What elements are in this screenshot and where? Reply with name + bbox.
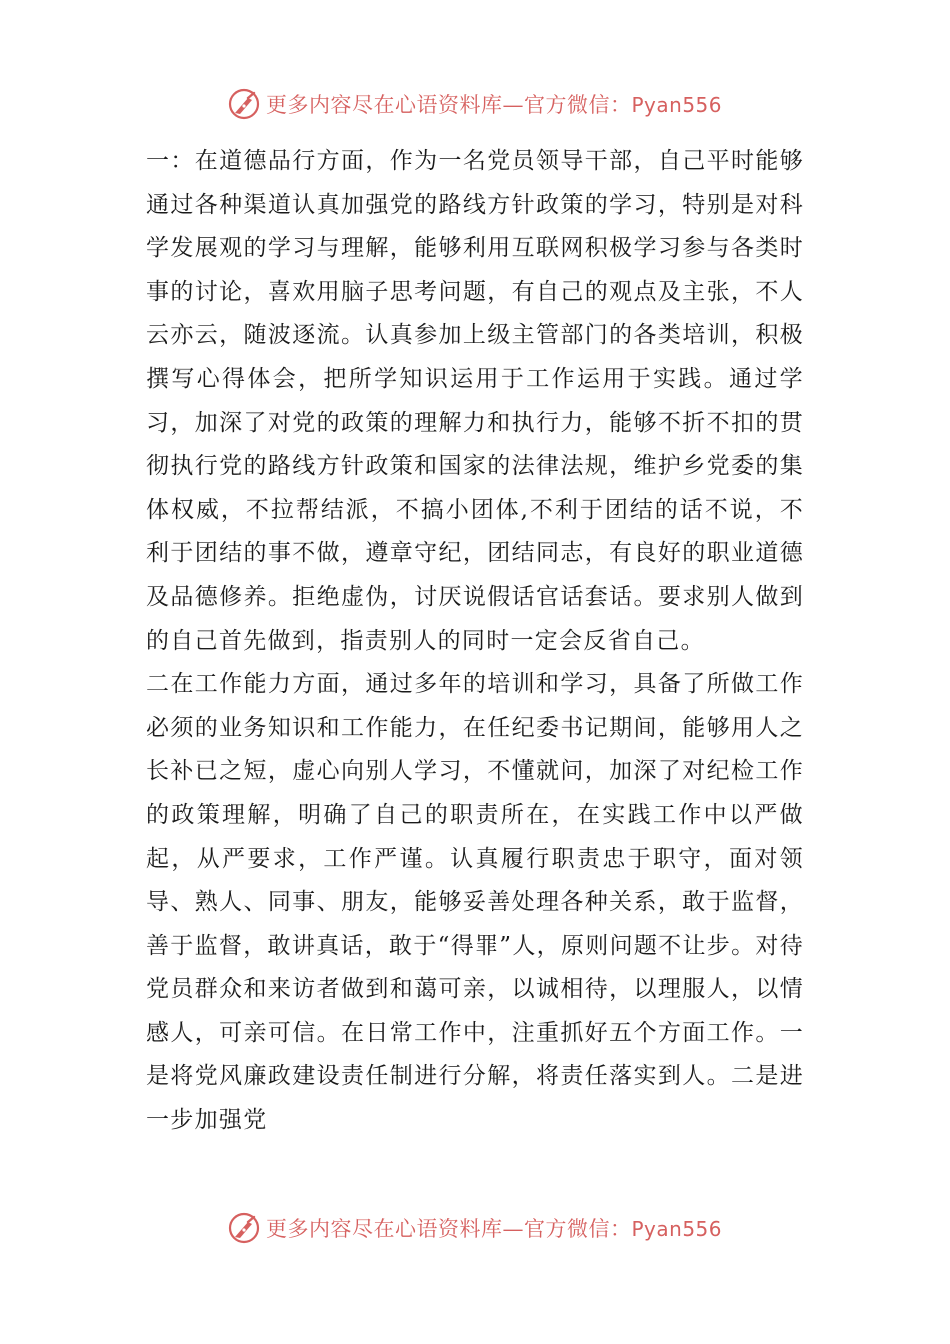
footer-watermark-text: 更多内容尽在心语资料库—官方微信：Pyan556 (265, 1217, 722, 1241)
header-watermark-text: 更多内容尽在心语资料库—官方微信：Pyan556 (265, 93, 722, 117)
pen-nib-logo-icon (228, 1212, 260, 1244)
paragraph-work-ability: 二在工作能力方面，通过多年的培训和学习，具备了所做工作必须的业务知识和工作能力，在任纪委书记期间，能够用人之长补已之短，虚心向别人学习，不懂就问，加深了对纪检工作的政策理解，明确了自己的职责所在，在实践工作中以严做起，从严要求，工作严谨。认真履行职责忠于职守，面对领导、熟人、同事、朋友，能够妥善处理各种关系，敢于监督，善于监督，敢讲真话，敢于“得罪”人，原则问题不让步。对待党员群众和来访者做到和蔼可亲，以诚相待，以理服人，以情感人，可亲可信。在日常工作中，注重抓好五个方面工作。一是将党风廉政建设责任制进行分解，将责任落实到人。二是进一步加强党 (146, 671, 804, 1134)
pen-nib-logo-icon (228, 88, 260, 120)
footer-watermark-banner (0, 1206, 950, 1250)
paragraph-moral-conduct: 一：在道德品行方面，作为一名党员领导干部，自己平时能够通过各种渠道认真加强党的路线方针政策的学习，特别是对科学发展观的学习与理解，能够利用互联网积极学习参与各类时事的讨论，喜欢用脑子思考问题，有自己的观点及主张，不人云亦云，随波逐流。认真参加上级主管部门的各类培训，积极撰写心得体会，把所学知识运用于工作运用于实践。通过学习，加深了对党的政策的理解力和执行力，能够不折不扣的贯彻执行党的路线方针政策和国家的法律法规，维护乡党委的集体权威，不拉帮结派，不搞小团体,不利于团结的话不说，不利于团结的事不做，遵章守纪，团结同志，有良好的职业道德及品德修养。拒绝虚伪，讨厌说假话官话套话。要求别人做到的自己首先做到，指责别人的同时一定会反省自己。 (146, 148, 804, 654)
document-body (146, 140, 804, 1143)
header-watermark-banner (0, 82, 950, 126)
